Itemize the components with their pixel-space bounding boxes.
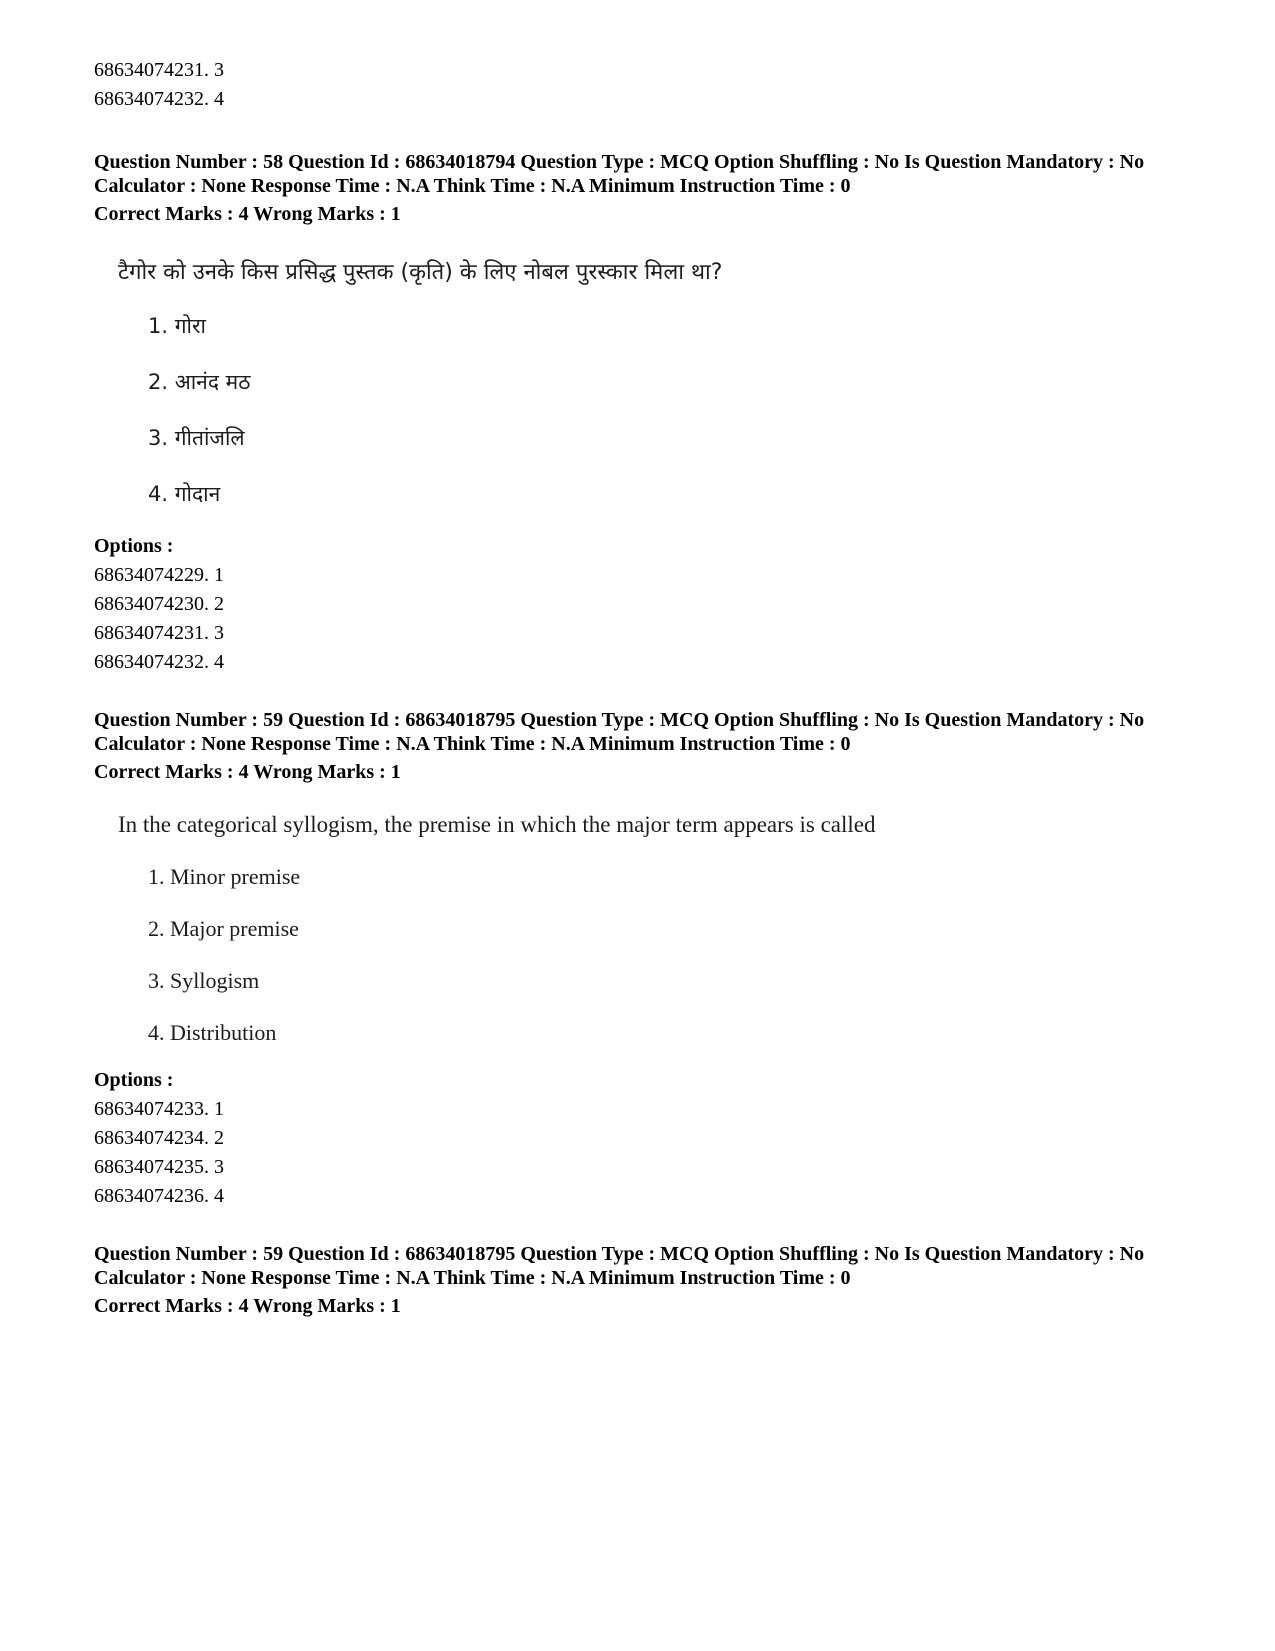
question-58-text: टैगोर को उनके किस प्रसिद्ध पुस्तक (कृति) के लिए नोबल पुरस्कार मिला था? — [118, 260, 723, 285]
question-marks: Correct Marks : 4 Wrong Marks : 1 — [94, 203, 401, 225]
option-row: 68634074236. 4 — [94, 1185, 224, 1207]
question-59-options — [94, 1066, 1214, 1211]
question-58-options — [94, 532, 1214, 677]
question-59-header — [94, 708, 1214, 787]
option-row: 68634074235. 3 — [94, 1156, 224, 1178]
question-58-choice-2: 2. आनंद मठ — [148, 370, 251, 394]
options-label: Options : — [94, 535, 174, 557]
question-marks: Correct Marks : 4 Wrong Marks : 1 — [94, 1295, 401, 1317]
option-row: 68634074234. 2 — [94, 1127, 224, 1149]
question-58-choice-1: 1. गोरा — [148, 314, 207, 338]
option-row: 68634074230. 2 — [94, 593, 224, 615]
option-row: 68634074232. 4 — [94, 651, 224, 673]
prev-question-options — [94, 56, 1214, 114]
question-58-header — [94, 150, 1214, 229]
question-meta: Question Number : 59 Question Id : 68634018795 Question Type : MCQ Option Shuffling : No Is Question Mandatory : No Calculator : None Response Time : N.A Think Time : N.A Minimum Instruction Time : 0 — [94, 709, 1145, 755]
question-59-text: In the categorical syllogism, the premise in which the major term appears is called — [118, 812, 876, 837]
option-row: 68634074231. 3 — [94, 59, 224, 81]
option-row: 68634074231. 3 — [94, 622, 224, 644]
question-59-choice-4: 4. Distribution — [148, 1020, 277, 1045]
option-row: 68634074232. 4 — [94, 88, 224, 110]
question-58-choice-3: 3. गीतांजलि — [148, 426, 245, 450]
question-meta: Question Number : 58 Question Id : 68634018794 Question Type : MCQ Option Shuffling : No Is Question Mandatory : No Calculator : None Response Time : N.A Think Time : N.A Minimum Instruction Time : 0 — [94, 151, 1145, 197]
question-59-repeat-header — [94, 1242, 1214, 1321]
question-59-choice-3: 3. Syllogism — [148, 968, 260, 993]
question-marks: Correct Marks : 4 Wrong Marks : 1 — [94, 761, 401, 783]
option-row: 68634074229. 1 — [94, 564, 224, 586]
option-row: 68634074233. 1 — [94, 1098, 224, 1120]
options-label: Options : — [94, 1069, 174, 1091]
question-59-choice-1: 1. Minor premise — [148, 864, 301, 889]
question-58-choice-4: 4. गोदान — [148, 482, 221, 506]
question-meta: Question Number : 59 Question Id : 68634018795 Question Type : MCQ Option Shuffling : No Is Question Mandatory : No Calculator : None Response Time : N.A Think Time : N.A Minimum Instruction Time : 0 — [94, 1243, 1145, 1289]
question-59-choice-2: 2. Major premise — [148, 916, 299, 941]
